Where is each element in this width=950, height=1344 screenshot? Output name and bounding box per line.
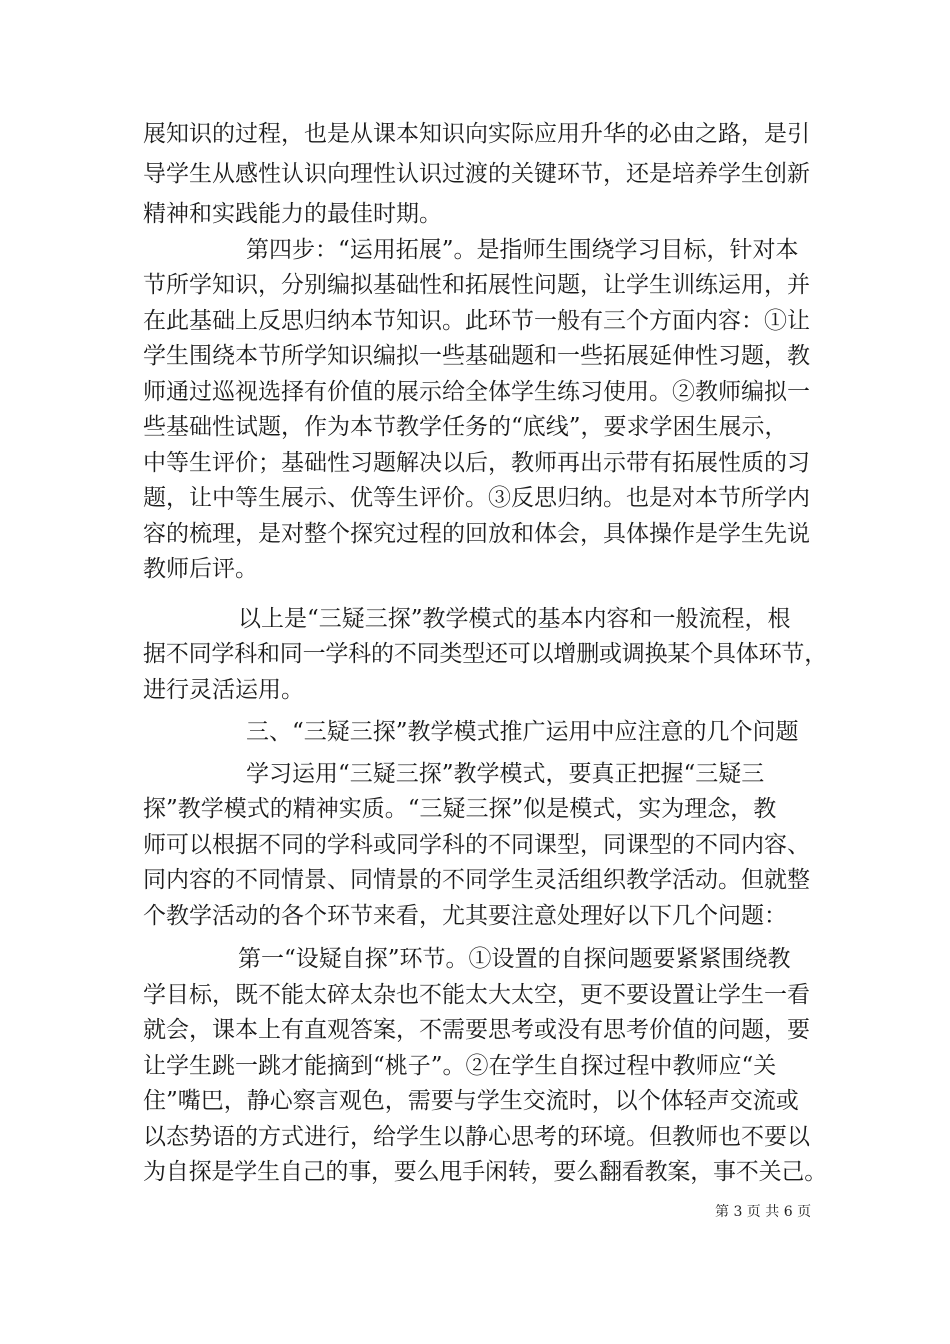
text-line: 精神和实践能力的最佳时期。: [143, 201, 442, 227]
text-line: 以态势语的方式进行，给学生以静心思考的环境。但教师也不要以: [143, 1124, 810, 1150]
text-line: 学生围绕本节所学知识编拟一些基础题和一些拓展延伸性习题，教: [143, 343, 810, 369]
page-number-footer: 第 3 页 共 6 页: [715, 1204, 812, 1220]
text-line: 据不同学科和同一学科的不同类型还可以增删或调换某个具体环节，: [143, 641, 828, 667]
text-line: 第一“设疑自探”环节。①设置的自探问题要紧紧围绕教: [238, 946, 791, 972]
text-line: 第四步：“运用拓展”。是指师生围绕学习目标，针对本: [246, 237, 799, 263]
section-heading: 三、“三疑三探”教学模式推广运用中应注意的几个问题: [246, 719, 799, 745]
text-line: 同内容的不同情景、同情景的不同学生灵活组织教学活动。但就整: [143, 867, 810, 893]
text-line: 师通过巡视选择有价值的展示给全体学生练习使用。②教师编拟一: [143, 379, 810, 405]
text-line: 容的梳理，是对整个探究过程的回放和体会，具体操作是学生先说: [143, 521, 810, 547]
text-line: 在此基础上反思归纳本节知识。此环节一般有三个方面内容：①让: [143, 308, 810, 334]
text-line: 以上是“三疑三探”教学模式的基本内容和一般流程，根: [238, 606, 791, 632]
text-line: 进行灵活运用。: [143, 677, 304, 703]
text-line: 师可以根据不同的学科或同学科的不同课型，同课型的不同内容、: [143, 832, 810, 858]
text-line: 展知识的过程，也是从课本知识向实际应用升华的必由之路，是引: [143, 121, 810, 147]
text-line: 导学生从感性认识向理性认识过渡的关键环节，还是培养学生创新: [143, 161, 810, 187]
text-line: 让学生跳一跳才能摘到“桃子”。②在学生自探过程中教师应“关: [143, 1053, 777, 1079]
text-line: 学习运用“三疑三探”教学模式，要真正把握“三疑三: [246, 761, 765, 787]
text-line: 些基础性试题，作为本节教学任务的“底线”，要求学困生展示，: [143, 414, 788, 440]
text-line: 中等生评价；基础性习题解决以后，教师再出示带有拓展性质的习: [143, 450, 810, 476]
text-line: 题，让中等生展示、优等生评价。③反思归纳。也是对本节所学内: [143, 485, 810, 511]
text-line: 探”教学模式的精神实质。“三疑三探”似是模式，实为理念，教: [143, 796, 777, 822]
text-line: 为自探是学生自己的事，要么甩手闲转，要么翻看教案，事不关己。: [143, 1159, 828, 1185]
text-line: 节所学知识，分别编拟基础性和拓展性问题，让学生训练运用，并: [143, 272, 810, 298]
text-line: 个教学活动的各个环节来看，尤其要注意处理好以下几个问题：: [143, 903, 787, 929]
text-line: 教师后评。: [143, 556, 258, 582]
text-line: 住”嘴巴，静心察言观色，需要与学生交流时，以个体轻声交流或: [143, 1088, 799, 1114]
text-line: 就会，课本上有直观答案，不需要思考或没有思考价值的问题，要: [143, 1017, 810, 1043]
text-line: 学目标，既不能太碎太杂也不能太大太空，更不要设置让学生一看: [143, 982, 810, 1008]
